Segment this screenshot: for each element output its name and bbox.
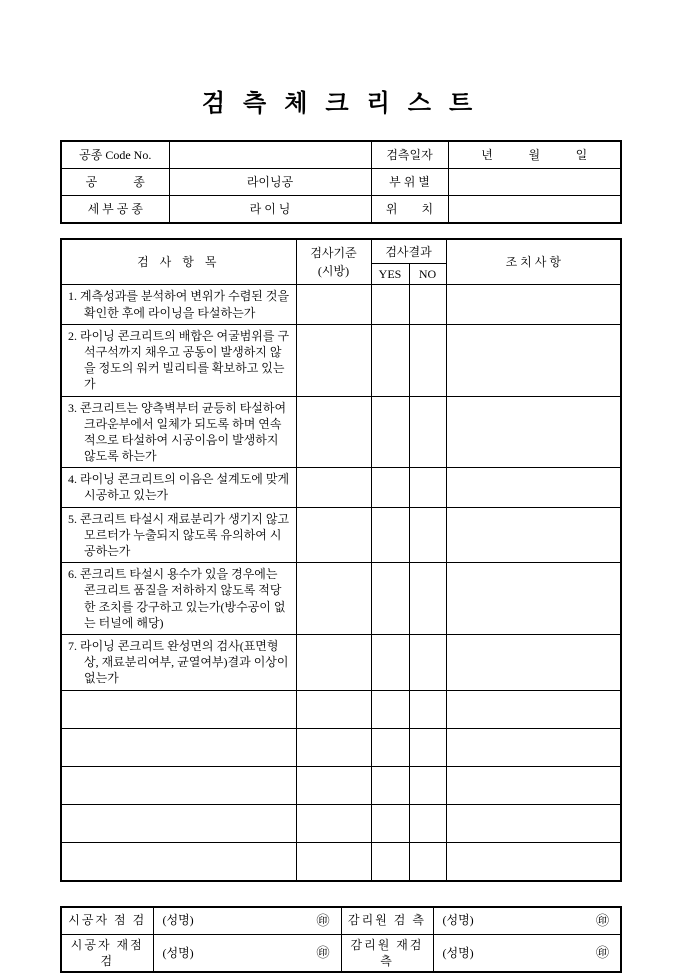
yes-entry [371, 285, 409, 324]
date-year-label: 년 [481, 148, 493, 163]
contractor-recheck-label: 시공자 재점검 [61, 934, 153, 972]
no-entry [409, 842, 446, 881]
yes-entry [371, 507, 409, 563]
standard-entry [296, 563, 371, 635]
standard-entry [296, 634, 371, 690]
standard-entry [296, 507, 371, 563]
code-no-label: 공종 Code No. [61, 141, 169, 169]
no-entry [409, 634, 446, 690]
standard-entry [296, 690, 371, 728]
item-text: 6. 콘크리트 타설시 용수가 있을 경우에는 콘크리트 품질을 저하하지 않도록 적당한 조치를 강구하고 있는가(방수공이 없는 터널에 해당) [61, 563, 296, 635]
action-entry [446, 728, 621, 766]
seal-icon: ㊞ [316, 944, 330, 960]
yes-entry [371, 728, 409, 766]
action-entry [446, 563, 621, 635]
checklist-table [60, 238, 622, 881]
item-text: 3. 콘크리트는 양측벽부터 균등히 타설하여 크라운부에서 일체가 되도록 하며 연속적으로 타설하여 시공이음이 발생하지 않도록 하는가 [61, 396, 296, 468]
sub-work-type-label: 세 부 공 종 [61, 196, 169, 224]
action-entry [446, 634, 621, 690]
signature-row [61, 907, 621, 935]
header-action: 조 치 사 항 [446, 239, 621, 285]
checklist-row [61, 285, 621, 324]
no-entry [409, 766, 446, 804]
yes-entry [371, 804, 409, 842]
header-inspection-item: 검 사 항 목 [61, 239, 296, 285]
standard-entry [296, 804, 371, 842]
no-entry [409, 468, 446, 507]
action-entry [446, 396, 621, 468]
yes-entry [371, 690, 409, 728]
action-entry [446, 468, 621, 507]
checklist-empty-row [61, 766, 621, 804]
seal-icon: ㊞ [595, 944, 609, 960]
no-entry [409, 324, 446, 396]
date-month-label: 월 [528, 148, 541, 163]
checklist-row [61, 634, 621, 690]
action-entry [446, 766, 621, 804]
sub-work-type-value: 라 이 닝 [169, 196, 371, 224]
signature-row [61, 934, 621, 972]
no-entry [409, 690, 446, 728]
item-text: 7. 라이닝 콘크리트 완성면의 검사(표면형상, 재료분리여부, 균열여부)결과 이상이 없는가 [61, 634, 296, 690]
location-type-value [448, 169, 621, 196]
standard-entry [296, 842, 371, 881]
no-entry [409, 507, 446, 563]
checklist-empty-row [61, 842, 621, 881]
position-value [448, 196, 621, 224]
standard-entry [296, 728, 371, 766]
item-text [61, 766, 296, 804]
name-label: (성명) [162, 913, 194, 928]
seal-icon: ㊞ [595, 912, 609, 928]
action-entry [446, 324, 621, 396]
standard-line2: (시방) [317, 264, 350, 279]
action-entry [446, 507, 621, 563]
yes-entry [371, 468, 409, 507]
item-text: 5. 콘크리트 타설시 재료분리가 생기지 않고 모르터가 누출되지 않도록 유의하여 시공하는가 [61, 507, 296, 563]
checklist-row [61, 563, 621, 635]
action-entry [446, 285, 621, 324]
header-inspection-standard [296, 239, 371, 285]
header-inspection-result: 검사결과 [371, 239, 446, 263]
checklist-empty-row [61, 728, 621, 766]
standard-entry [296, 766, 371, 804]
item-text: 2. 라이닝 콘크리트의 배합은 여굴범위를 구석구석까지 채우고 공동이 발생하지 않을 정도의 워커 빌리티를 확보하고 있는가 [61, 324, 296, 396]
standard-entry [296, 468, 371, 507]
info-table [60, 140, 622, 224]
contractor-recheck-name-cell [153, 934, 341, 972]
location-type-label: 부 위 별 [371, 169, 448, 196]
action-entry [446, 842, 621, 881]
info-row [61, 196, 621, 224]
checklist-row [61, 396, 621, 468]
checklist-row [61, 507, 621, 563]
date-day-label: 일 [575, 148, 588, 163]
item-text [61, 804, 296, 842]
standard-entry [296, 396, 371, 468]
info-row [61, 141, 621, 169]
yes-entry [371, 396, 409, 468]
yes-entry [371, 842, 409, 881]
seal-icon: ㊞ [316, 912, 330, 928]
no-entry [409, 285, 446, 324]
header-yes: YES [371, 263, 409, 285]
supervisor-recheck-label: 감리원 재검측 [341, 934, 433, 972]
item-text: 4. 라이닝 콘크리트의 이음은 설계도에 맞게 시공하고 있는가 [61, 468, 296, 507]
position-label: 위 치 [371, 196, 448, 224]
name-label: (성명) [162, 945, 194, 960]
name-label: (성명) [442, 913, 474, 928]
code-no-value [169, 141, 371, 169]
yes-entry [371, 563, 409, 635]
checklist-header [61, 239, 621, 285]
inspection-date-value [448, 141, 621, 169]
header-no: NO [409, 263, 446, 285]
action-entry [446, 804, 621, 842]
no-entry [409, 728, 446, 766]
checklist-body [61, 285, 621, 881]
standard-entry [296, 324, 371, 396]
checklist-empty-row [61, 690, 621, 728]
standard-line1: 검사기준 [310, 246, 357, 261]
supervisor-check-name-cell [433, 907, 621, 935]
form-title: 검 측 체 크 리 스 트 [201, 91, 479, 117]
no-entry [409, 396, 446, 468]
no-entry [409, 563, 446, 635]
item-text [61, 690, 296, 728]
name-label: (성명) [442, 945, 474, 960]
checklist-empty-row [61, 804, 621, 842]
yes-entry [371, 766, 409, 804]
signature-table [60, 906, 622, 973]
item-text [61, 728, 296, 766]
supervisor-recheck-name-cell [433, 934, 621, 972]
contractor-check-name-cell [153, 907, 341, 935]
work-type-label: 공 종 [61, 169, 169, 196]
item-text [61, 842, 296, 881]
no-entry [409, 804, 446, 842]
yes-entry [371, 324, 409, 396]
yes-entry [371, 634, 409, 690]
supervisor-check-label: 감리원 검 측 [341, 907, 433, 935]
action-entry [446, 690, 621, 728]
date-parts [454, 147, 616, 163]
checklist-row [61, 324, 621, 396]
checklist-row [61, 468, 621, 507]
inspection-date-label: 검측일자 [371, 141, 448, 169]
info-row [61, 169, 621, 196]
standard-entry [296, 285, 371, 324]
work-type-value: 라이닝공 [169, 169, 371, 196]
item-text: 1. 계측성과를 분석하여 변위가 수렴된 것을 확인한 후에 라이닝을 타설하는가 [61, 285, 296, 324]
contractor-check-label: 시공자 점 검 [61, 907, 153, 935]
